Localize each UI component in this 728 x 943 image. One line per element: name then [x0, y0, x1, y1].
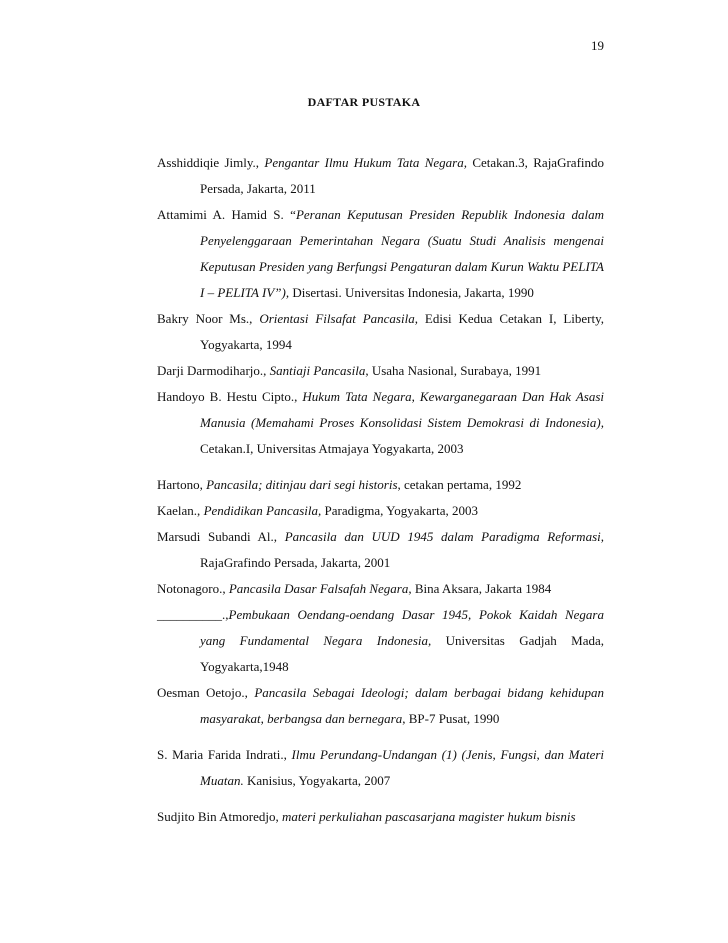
reference-details: RajaGrafindo Persada, Jakarta, 2001 [200, 555, 391, 570]
reference-title: Pembukaan Oendang-oendang Dasar 1945, Pokok Kaidah Negara yang Fundamental Negara Indonesia, [200, 607, 604, 648]
reference-author: Sudjito Bin Atmoredjo, [157, 809, 279, 824]
reference-author: Bakry Noor Ms., [157, 311, 253, 326]
reference-details: , Bina Aksara, Jakarta 1984 [408, 581, 552, 596]
reference-entry [157, 602, 604, 680]
reference-entry [157, 384, 604, 462]
reference-entry [157, 804, 604, 830]
reference-details: , cetakan pertama, 1992 [397, 477, 522, 492]
reference-entry [157, 358, 604, 384]
reference-entry [157, 202, 604, 306]
reference-details: Disertasi. Universitas Indonesia, Jakarta, 1990 [292, 285, 534, 300]
reference-entry [157, 472, 604, 498]
reference-author: S. Maria Farida Indrati., [157, 747, 287, 762]
reference-title: Orientasi Filsafat Pancasila, [259, 311, 418, 326]
reference-details: , Usaha Nasional, Surabaya, 1991 [365, 363, 542, 378]
page-heading: DAFTAR PUSTAKA [307, 95, 421, 109]
reference-details: Kanisius, Yogyakarta, 2007 [246, 773, 391, 788]
reference-entry [157, 742, 604, 794]
reference-title: Peranan Keputusan Presiden Republik Indonesia dalam Penyelenggaraan Pemerintahan Negara (Suatu Studi Analisis mengenai Keputusan Presiden yang Berfungsi Pengaturan dalam Kurun Waktu PELITA I – PELITA IV”), [200, 207, 604, 300]
page-number: 19 [591, 38, 604, 53]
reference-author: Asshiddiqie Jimly., [157, 155, 260, 170]
reference-entry [157, 150, 604, 202]
reference-title: Pancasila; ditinjau dari segi historis [206, 477, 398, 492]
reference-details: Edisi Kedua Cetakan I, Liberty, Yogyakarta, 1994 [200, 311, 605, 352]
reference-entry [157, 306, 604, 358]
reference-author: Handoyo B. Hestu Cipto., [157, 389, 298, 404]
reference-title: Santiaji Pancasila [269, 363, 366, 378]
reference-author: __________., [157, 607, 229, 622]
reference-author: Marsudi Subandi Al., [157, 529, 278, 544]
reference-details: , BP-7 Pusat, 1990 [402, 711, 500, 726]
reference-details: Cetakan.I, Universitas Atmajaya Yogyakarta, 2003 [200, 441, 464, 456]
reference-title: Pengantar Ilmu Hukum Tata Negara, [264, 155, 467, 170]
reference-list [157, 150, 604, 830]
reference-title: materi perkuliahan pascasarjana magister hukum bisnis [281, 809, 576, 824]
reference-entry [157, 680, 604, 732]
reference-author: Attamimi A. Hamid S. “ [157, 207, 296, 222]
reference-title: Ilmu Perundang-Undangan (1) (Jenis, Fungsi, dan Materi Muatan. [200, 747, 605, 788]
reference-title: Pancasila dan UUD 1945 dalam Paradigma Reformasi, [284, 529, 604, 544]
reference-author: Darji Darmodiharjo., [157, 363, 267, 378]
reference-title: Hukum Tata Negara, Kewarganegaraan Dan Hak Asasi Manusia (Memahami Proses Konsolidasi Sistem Demokrasi di Indonesia), [200, 389, 604, 430]
reference-author: Kaelan., [157, 503, 201, 518]
reference-details: Paradigma, Yogyakarta, 2003 [324, 503, 478, 518]
reference-title: Pancasila Dasar Falsafah Negara [228, 581, 409, 596]
reference-entry [157, 524, 604, 576]
reference-entry [157, 576, 604, 602]
reference-author: Hartono, [157, 477, 203, 492]
reference-author: Oesman Oetojo., [157, 685, 248, 700]
reference-title: Pendidikan Pancasila, [203, 503, 322, 518]
reference-title: Pancasila Sebagai Ideologi; dalam berbagai bidang kehidupan masyarakat, berbangsa dan bernegara [200, 685, 605, 726]
reference-details: Universitas Gadjah Mada, Yogyakarta,1948 [200, 633, 604, 674]
reference-details: Cetakan.3, RajaGrafindo Persada, Jakarta, 2011 [200, 155, 605, 196]
reference-author: Notonagoro., [157, 581, 226, 596]
reference-entry [157, 498, 604, 524]
